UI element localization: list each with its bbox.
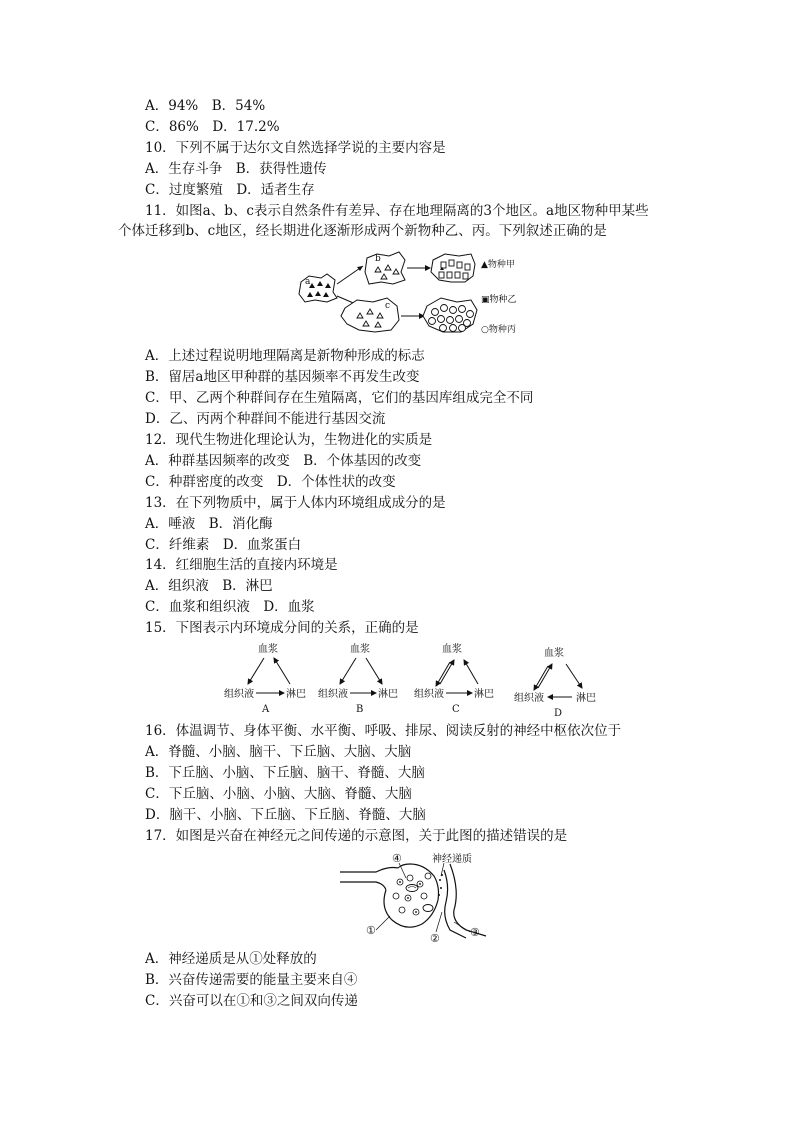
- diagram-b-label: B: [356, 704, 364, 715]
- q16-option-c: C．下丘脑、小脑、小脑、大脑、脊髓、大脑: [145, 786, 412, 802]
- q15-diagram-c: [414, 642, 494, 715]
- diagram-c-plasma: 血浆: [442, 644, 462, 655]
- q11-option-c: C．甲、乙两个种群间存在生殖隔离，它们的基因库组成完全不同: [145, 390, 534, 406]
- q11-stem-line2: 个体迁移到b、c地区，经长期进化逐渐形成两个新物种乙、丙。下列叙述正确的是: [118, 223, 607, 239]
- label-4: ④: [392, 852, 402, 865]
- q17-stem: 17．如图是兴奋在神经元之间传递的示意图，关于此图的描述错误的是: [145, 828, 568, 844]
- q11-speciation-figure: [295, 248, 535, 344]
- label-2: ②: [430, 932, 440, 944]
- diagram-b-tissue-fluid: 组织液: [318, 689, 348, 700]
- q11-stem-line1: 11．如图a、b、c表示自然条件有差异、存在地理隔离的3个地区。a地区物种甲某些: [145, 203, 649, 219]
- q15-stem: 15．下图表示内环境成分间的关系，正确的是: [145, 620, 419, 636]
- q15-inner-environment-figure: [220, 640, 610, 718]
- diagram-b-plasma: 血浆: [350, 644, 370, 655]
- diagram-c-tissue-fluid: 组织液: [414, 689, 444, 700]
- q12-stem: 12．现代生物进化理论认为，生物进化的实质是: [145, 432, 433, 448]
- q17-option-c: C．兴奋可以在①和③之间双向传递: [145, 993, 358, 1009]
- q9-options-ab: A．94% B．54%: [145, 98, 266, 114]
- diagram-c-lymph: 淋巴: [474, 689, 494, 700]
- q14-stem: 14．红细胞生活的直接内环境是: [145, 557, 338, 573]
- q13-options-cd: C．纤维素 D．血浆蛋白: [145, 537, 302, 553]
- region-c-shape: [341, 298, 399, 332]
- q16-stem: 16．体温调节、身体平衡、水平衡、呼吸、排尿、阅读反射的神经中枢依次位于: [145, 723, 622, 739]
- q12-options-cd: C．种群密度的改变 D．个体性状的改变: [145, 474, 396, 490]
- q10-stem: 10．下列不属于达尔文自然选择学说的主要内容是: [145, 140, 446, 156]
- region-c-label: c: [385, 301, 391, 311]
- label-1: ①: [366, 924, 376, 937]
- region-b-label: b: [375, 254, 381, 264]
- diagram-a-tissue-fluid: 组织液: [224, 689, 254, 700]
- diagram-a-lymph: 淋巴: [286, 689, 306, 700]
- q9-options-cd: C．86% D．17.2%: [145, 119, 280, 135]
- q15-diagram-d: [514, 646, 596, 718]
- label-3: ③: [470, 926, 480, 939]
- legend-species-yi: ▣物种乙: [481, 295, 517, 305]
- region-a-label: a: [305, 277, 311, 287]
- q17-option-a: A．神经递质是从①处释放的: [145, 951, 317, 967]
- q17-option-b: B．兴奋传递需要的能量主要来自④: [145, 972, 358, 988]
- diagram-b-lymph: 淋巴: [378, 689, 398, 700]
- mitochondrion-2: [423, 905, 433, 912]
- presynaptic-terminal: [384, 864, 439, 927]
- diagram-d-plasma: 血浆: [544, 648, 564, 659]
- legend-species-bing: ○物种丙: [481, 325, 516, 335]
- q15-diagram-b: [318, 642, 398, 715]
- q11-option-a: A．上述过程说明地理隔离是新物种形成的标志: [145, 348, 425, 364]
- diagram-d-tissue-fluid: 组织液: [514, 693, 544, 704]
- q17-synapse-figure: [336, 850, 496, 944]
- q14-options-cd: C．血浆和组织液 D．血浆: [145, 599, 315, 615]
- q11-option-d: D．乙、丙两个种群间不能进行基因交流: [145, 411, 386, 427]
- label-neurotransmitter: 神经递质: [432, 854, 472, 865]
- q16-option-b: B．下丘脑、小脑、下丘脑、脑干、脊髓、大脑: [145, 765, 425, 781]
- diagram-d-lymph: 淋巴: [576, 693, 596, 704]
- q12-options-ab: A．种群基因频率的改变 B．个体基因的改变: [145, 453, 422, 469]
- legend-species-jia: ▲物种甲: [481, 260, 515, 270]
- diagram-a-plasma: 血浆: [258, 644, 278, 655]
- mitochondrion-1: [406, 885, 418, 892]
- q14-options-ab: A．组织液 B．淋巴: [145, 578, 273, 594]
- q16-option-d: D．脑干、小脑、下丘脑、下丘脑、脊髓、大脑: [145, 807, 426, 823]
- q15-diagram-a: [224, 642, 306, 715]
- diagram-a-label: A: [262, 704, 270, 715]
- diagram-c-label: C: [452, 704, 460, 715]
- q13-options-ab: A．唾液 B．消化酶: [145, 516, 273, 532]
- q10-options-cd: C．过度繁殖 D．适者生存: [145, 182, 315, 198]
- q13-stem: 13．在下列物质中，属于人体内环境组成成分的是: [145, 495, 446, 511]
- q10-options-ab: A．生存斗争 B．获得性遗传: [145, 161, 327, 177]
- diagram-d-label: D: [554, 708, 563, 718]
- q16-option-a: A．脊髓、小脑、脑干、下丘脑、大脑、大脑: [145, 744, 412, 760]
- q11-option-b: B．留居a地区甲种群的基因频率不再发生改变: [145, 369, 420, 385]
